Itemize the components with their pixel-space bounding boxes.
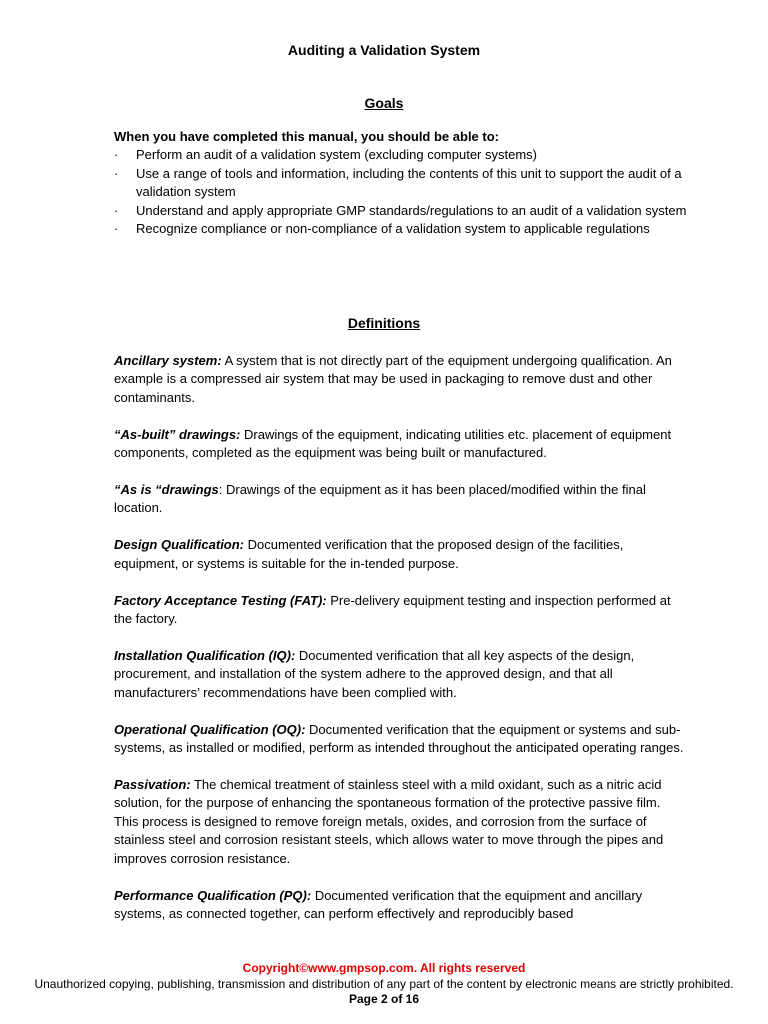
definition-ancillary-system — [114, 352, 686, 407]
bullet-marker: · — [114, 221, 119, 236]
definition-text: Documented verification that the equipment and ancillary systems, as connected together, can perform effectively and reproducibly based — [114, 887, 643, 921]
goal-text: Understand and apply appropriate GMP standards/regulations to an audit of a validation system — [136, 202, 687, 218]
bullet-marker: · — [114, 147, 119, 162]
goal-item — [114, 146, 704, 165]
definition-text: The chemical treatment of stainless steel with a mild oxidant, such as a nitric acid solution, for the purpose of enhancing the spontaneous formation of the protective passive film. This process is designed to remove foreign metals, oxides, and corrosion from the surface of stainless steel and corrosion resistant steels, which allows water to move through the pipes and improves corrosion resistance. — [114, 777, 664, 866]
goals-list — [114, 146, 704, 239]
definition-text: Documented verification that the equipment or systems and sub-systems, as installed or modified, perform as intended throughout the anticipated operating ranges. — [114, 721, 684, 756]
definitions-list — [114, 352, 686, 942]
definition-text: Drawings of the equipment, indicating utilities etc. placement of equipment components, completed as the equipment was being built or manufactured. — [114, 426, 672, 461]
definition-text: A system that is not directly part of the equipment undergoing qualification. An example is a compressed air system that may be used in packaging to remove dust and other contaminants. — [114, 353, 672, 405]
definitions-heading: Definitions — [347, 315, 421, 331]
goal-item — [114, 165, 704, 202]
goals-heading: Goals — [364, 95, 404, 111]
goal-text: Use a range of tools and information, including the contents of this unit to support the audit of a validation system — [136, 165, 682, 199]
goal-item — [114, 220, 704, 239]
document-title: Auditing a Validation System — [287, 42, 481, 58]
definition-performance-qualification — [114, 887, 686, 924]
goals-intro: When you have completed this manual, you should be able to: — [114, 129, 499, 144]
bullet-marker: · — [114, 202, 119, 218]
page-footer — [0, 961, 768, 1008]
definition-as-is-drawings — [114, 481, 686, 518]
definition-text: Documented verification that the proposed design of the facilities, equipment, or systems is suitable for the in-tended purpose. — [114, 537, 624, 571]
page-number: Page 2 of 16 — [348, 992, 420, 1006]
bullet-marker: · — [114, 165, 119, 181]
goal-text: Recognize compliance or non-compliance of a validation system to applicable regulations — [136, 221, 650, 236]
definition-factory-acceptance-testing — [114, 592, 686, 629]
goal-text: Perform an audit of a validation system (excluding computer systems) — [136, 147, 538, 162]
definition-installation-qualification — [114, 647, 686, 702]
definition-term: Operational Qualification (OQ): — [114, 721, 306, 737]
definition-term: Passivation: — [114, 777, 191, 792]
definition-term: “As-built” drawings: — [114, 426, 241, 442]
distribution-notice: Unauthorized copying, publishing, transmission and distribution of any part of the content by electronic means are strictly prohibited. — [34, 976, 734, 991]
definition-term: “As is “drawings — [114, 482, 219, 498]
goal-item — [114, 202, 704, 221]
definition-term: Installation Qualification (IQ): — [114, 647, 296, 663]
definition-operational-qualification — [114, 721, 686, 758]
definition-term: Design Qualification: — [114, 537, 245, 553]
definition-passivation — [114, 776, 686, 868]
definition-term: Factory Acceptance Testing (FAT): — [114, 592, 327, 608]
definition-text: Documented verification that all key aspects of the design, procurement, and installation of the system adhere to the approved design, and that all manufacturers’ recommendations have been complied with. — [114, 647, 635, 700]
definition-term: Performance Qualification (PQ): — [114, 887, 312, 903]
copyright-notice: Copyright©www.gmpsop.com. All rights reserved — [242, 961, 526, 975]
definition-term: Ancillary system: — [114, 353, 222, 368]
definition-text: : Drawings of the equipment as it has been placed/modified within the final location. — [114, 482, 646, 516]
definition-text: Pre-delivery equipment testing and inspection performed at the factory. — [114, 592, 671, 627]
definition-design-qualification — [114, 536, 686, 573]
definition-as-built-drawings — [114, 426, 686, 463]
